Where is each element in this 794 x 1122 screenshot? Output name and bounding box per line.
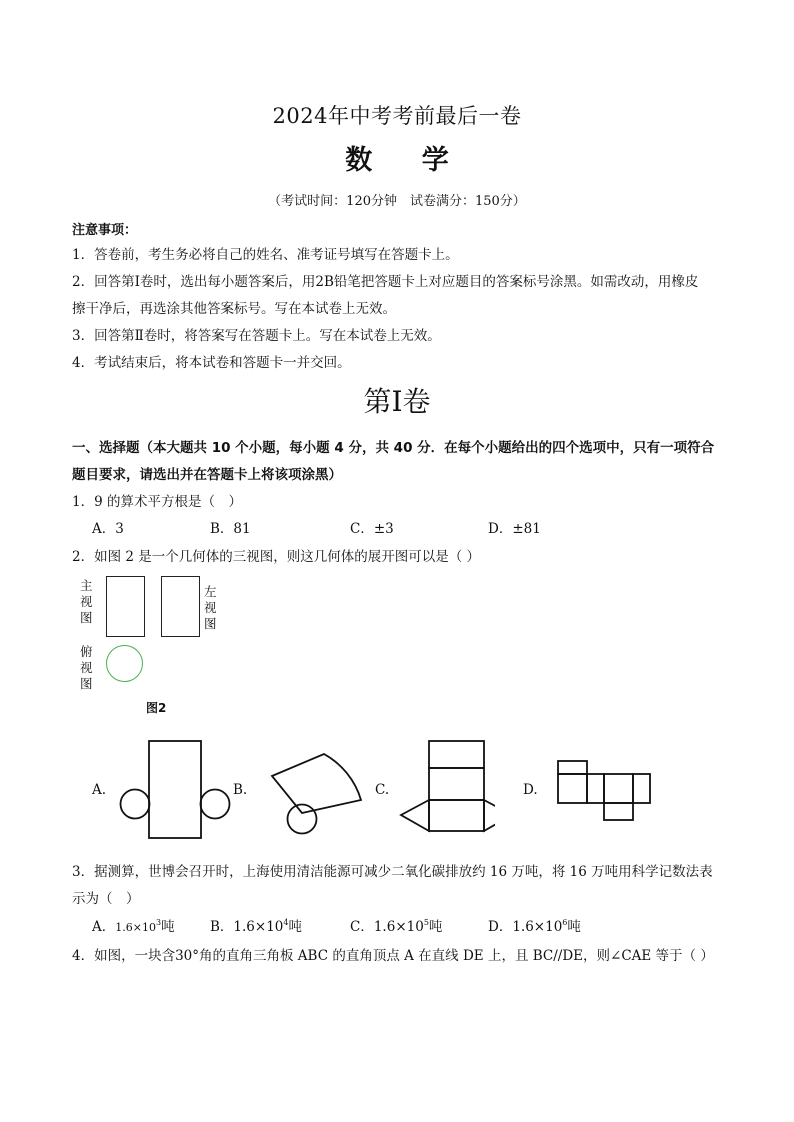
top-view-label: 俯 视 图	[80, 644, 93, 691]
q2-option-c-net	[395, 735, 495, 835]
section-heading-line2: 题目要求，请选出并在答题卡上将该项涂黑）	[72, 467, 342, 483]
note-item: 4．考试结束后，将本试卷和答题卡一并交回。	[72, 355, 351, 371]
q1-option-d: D．±81	[488, 521, 541, 537]
note-item: 擦干净后，再选涂其他答案标号。写在本试卷上无效。	[72, 301, 396, 317]
front-view-label: 主 视 图	[80, 578, 93, 625]
notes-heading: 注意事项：	[72, 223, 138, 238]
q1-option-b: B．81	[210, 521, 251, 537]
subject-title: 数 学	[345, 145, 469, 176]
q3-option-c: C．$1.6\times 10^5$吨	[350, 918, 443, 935]
note-item: 3．回答第Ⅱ卷时，将答案写在答题卡上。写在本试卷上无效。	[72, 328, 441, 344]
volume-title: 第Ⅰ卷	[363, 385, 431, 418]
q1-option-a: A．3	[92, 521, 124, 537]
note-item: 2．回答第Ⅰ卷时，选出每小题答案后，用2B铅笔把答题卡上对应题目的答案标号涂黑。如需改动，用橡皮	[72, 274, 699, 290]
q3-option-b: B．$1.6\times 10^4$吨	[210, 918, 302, 935]
q2-option-d-label: D.	[523, 782, 538, 798]
left-view-rectangle	[161, 576, 200, 637]
question-3-line1: 3．据测算，世博会召开时，上海使用清洁能源可减少二氧化碳排放约 16 万吨，将 16 万吨用科学记数法表	[72, 864, 713, 880]
section-heading-line1: 一、选择题（本大题共 10 个小题，每小题 4 分，共 40 分．在每个小题给出的四个选项中，只有一项符合	[72, 440, 715, 456]
top-view-circle	[106, 645, 143, 682]
q2-option-c-label: C.	[375, 782, 390, 798]
q3-option-a: A．$1.6\times 10^3$吨	[92, 918, 175, 935]
q2-option-b-net	[262, 748, 372, 838]
q2-option-b-label: B.	[233, 782, 248, 798]
q2-option-d-net	[550, 752, 660, 827]
exam-title: 2024年中考考前最后一卷	[272, 104, 522, 128]
figure-caption: 图2	[146, 701, 167, 715]
question-1-stem: 1．9 的算术平方根是（ ）	[72, 494, 242, 510]
question-2-stem: 2．如图 2 是一个几何体的三视图，则这几何体的展开图可以是（ ）	[72, 549, 481, 565]
note-item: 1．答卷前，考生务必将自己的姓名、准考证号填写在答题卡上。	[72, 247, 459, 263]
q2-option-a-net	[110, 735, 240, 845]
question-3-line2: 示为（ ）	[72, 891, 140, 907]
question-4-stem: 4．如图，一块含30°角的直角三角板 ABC 的直角顶点 A 在直线 DE 上，且 BC//DE，则∠CAE 等于（ ）	[72, 948, 714, 964]
q2-option-a-label: A.	[92, 782, 107, 798]
q1-option-c: C．±3	[350, 521, 394, 537]
q3-option-d: D．$1.6\times 10^6$吨	[488, 918, 581, 935]
front-view-rectangle	[106, 576, 145, 637]
exam-info: （考试时间：120分钟 试卷满分：150分）	[268, 194, 526, 209]
left-view-label: 左 视 图	[204, 584, 217, 631]
